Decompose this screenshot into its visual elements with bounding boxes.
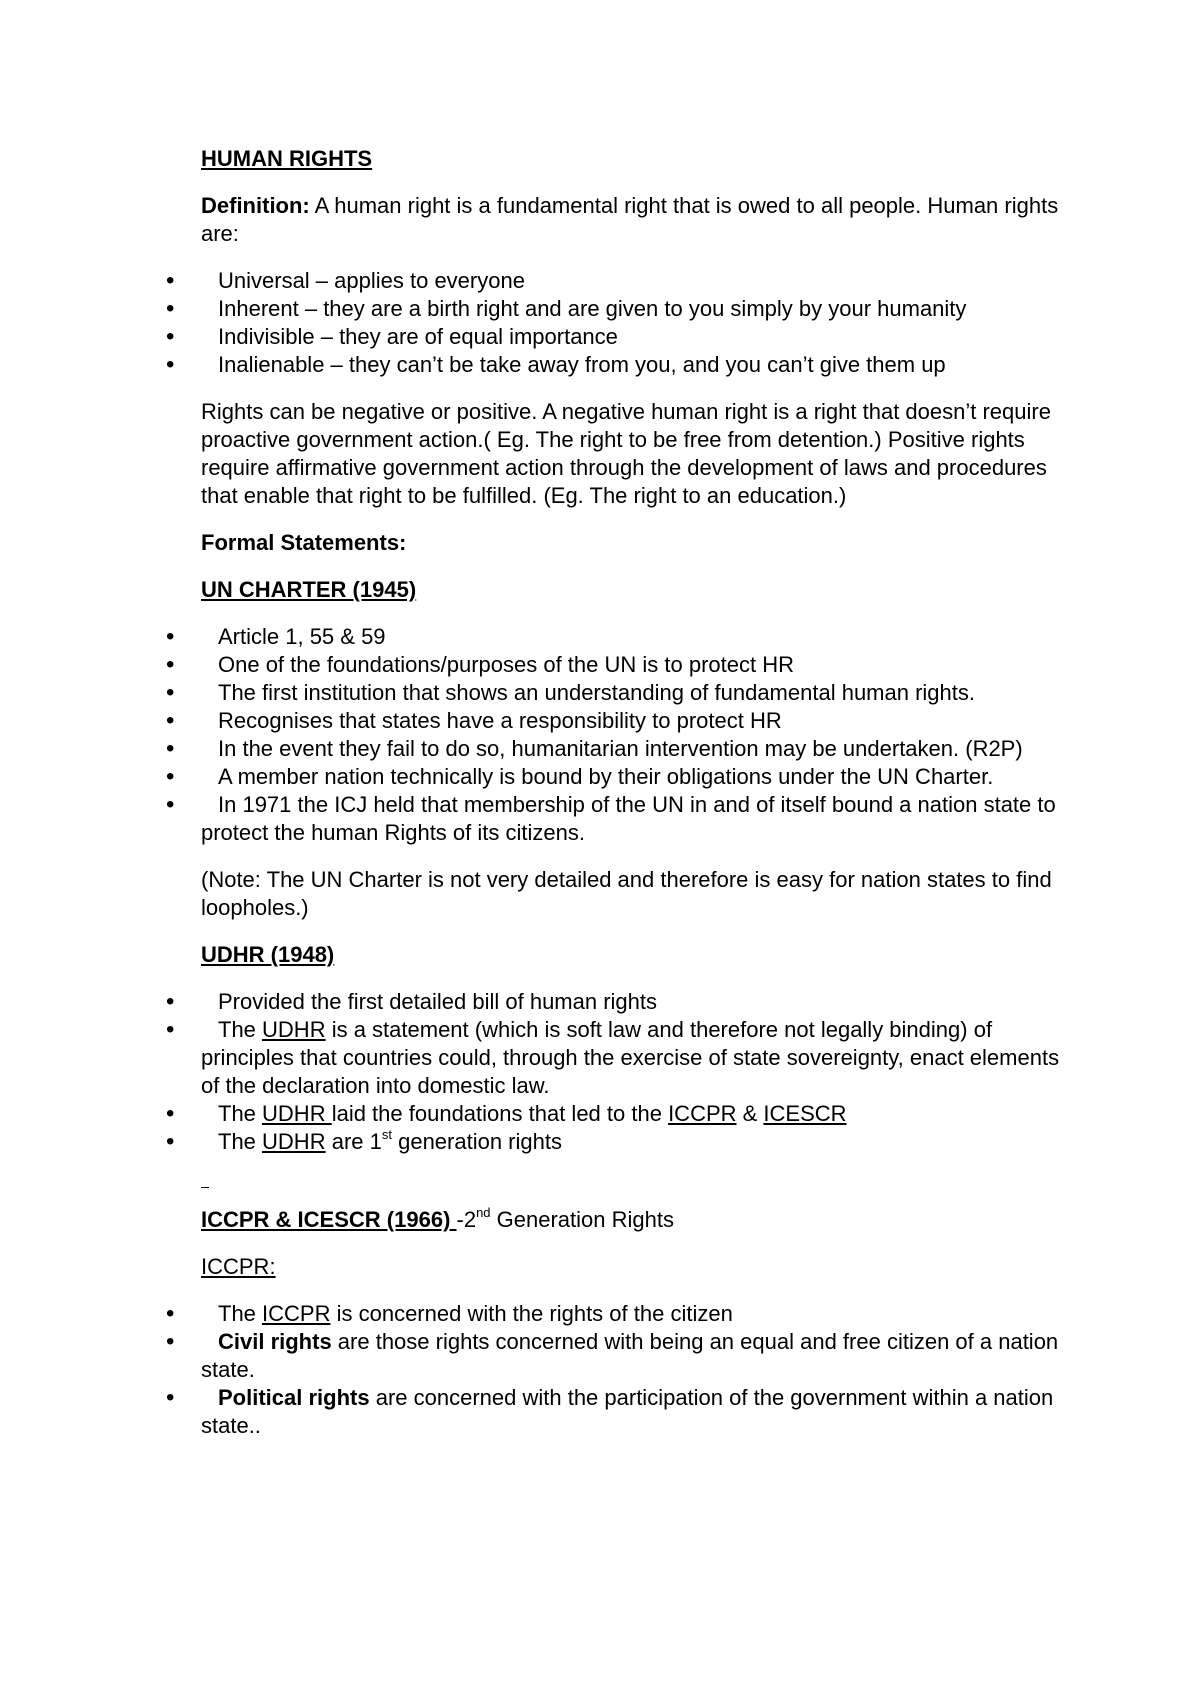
list-item [201, 1384, 1081, 1440]
page-title: HUMAN RIGHTS [201, 146, 373, 171]
text-span: laid the foundations that led to the [331, 1101, 669, 1126]
un-charter-list [201, 623, 1081, 847]
list-item: • The first institution that shows an understanding of fundamental human rights. [201, 679, 1081, 707]
civil-rights-term: Civil rights [218, 1329, 332, 1354]
list-item: • Indivisible – they are of equal importance [201, 323, 1081, 351]
text-span: Generation Rights [490, 1207, 674, 1232]
rights-paragraph: Rights can be negative or positive. A negative human right is a right that doesn’t require proactive government action.( Eg. The right to be free from detention.) Positive rights require affirmative government action through the development of laws and procedures that enable that right to be fulfilled. (Eg. The right to an education.) [201, 399, 1051, 508]
list-item [201, 1016, 1081, 1100]
political-rights-term: Political rights [218, 1385, 370, 1410]
udhr-reference: UDHR [262, 1017, 326, 1042]
list-item [201, 1300, 1081, 1328]
superscript: st [381, 1126, 392, 1142]
text-span: The [218, 1301, 263, 1326]
iccpr-reference: ICCPR [668, 1101, 737, 1126]
text-span: is a statement (which is soft law and therefore not legally binding) of principles that countries could, through the exercise of state sovereignty, enact elements of the declaration into domestic law. [201, 1017, 1060, 1098]
text-span: The [218, 1101, 263, 1126]
udhr-reference: UDHR [262, 1101, 332, 1126]
iccpr-reference: ICCPR [262, 1301, 331, 1326]
text-span: are concerned with the participation of the government within a nation state.. [201, 1385, 1054, 1438]
iccpr-icescr-heading [201, 1206, 1081, 1234]
text-span: are 1 [325, 1129, 382, 1154]
text-span: & [736, 1101, 764, 1126]
icescr-reference: ICESCR [763, 1101, 847, 1126]
text-span: is concerned with the rights of the citizen [330, 1301, 733, 1326]
list-item: • Inalienable – they can’t be take away from you, and you can’t give them up [201, 351, 1081, 379]
list-item: • A member nation technically is bound by their obligations under the UN Charter. [201, 763, 1081, 791]
udhr-list [201, 988, 1081, 1156]
list-item: • Article 1, 55 & 59 [201, 623, 1081, 651]
definition-label: Definition: [201, 193, 310, 218]
iccpr-subheading: ICCPR: [201, 1254, 276, 1279]
definition-paragraph [201, 192, 1081, 248]
text-span: -2 [456, 1207, 477, 1232]
list-item: • Inherent – they are a birth right and are given to you simply by your humanity [201, 295, 1081, 323]
stray-underline-mark [201, 1186, 209, 1188]
list-item [201, 1100, 1081, 1128]
iccpr-icescr-title: ICCPR & ICESCR (1966) [201, 1207, 457, 1232]
text-span: are those rights concerned with being an equal and free citizen of a nation state. [201, 1329, 1059, 1382]
text-span: generation rights [391, 1129, 562, 1154]
udhr-heading: UDHR (1948) [201, 942, 335, 967]
list-item: • Universal – applies to everyone [201, 267, 1081, 295]
list-item: • In 1971 the ICJ held that membership of the UN in and of itself bound a nation state to protect the human Rights of its citizens. [201, 791, 1081, 847]
rights-properties-list [201, 267, 1081, 379]
iccpr-list [201, 1300, 1081, 1440]
un-charter-note: (Note: The UN Charter is not very detailed and therefore is easy for nation states to find loopholes.) [201, 867, 1052, 920]
document-content [201, 145, 1081, 1440]
list-item: • One of the foundations/purposes of the UN is to protect HR [201, 651, 1081, 679]
udhr-reference: UDHR [262, 1129, 326, 1154]
superscript: nd [476, 1204, 491, 1220]
formal-statements-heading: Formal Statements: [201, 530, 407, 555]
definition-text: A human right is a fundamental right that is owed to all people. Human rights are: [201, 193, 1059, 246]
text-span: The [218, 1017, 263, 1042]
list-item: • Recognises that states have a responsibility to protect HR [201, 707, 1081, 735]
list-item: • Provided the first detailed bill of human rights [201, 988, 1081, 1016]
text-span: The [218, 1129, 263, 1154]
list-item [201, 1328, 1081, 1384]
list-item: • In the event they fail to do so, humanitarian intervention may be undertaken. (R2P) [201, 735, 1081, 763]
list-item [201, 1128, 1081, 1156]
un-charter-heading: UN CHARTER (1945) [201, 577, 417, 602]
